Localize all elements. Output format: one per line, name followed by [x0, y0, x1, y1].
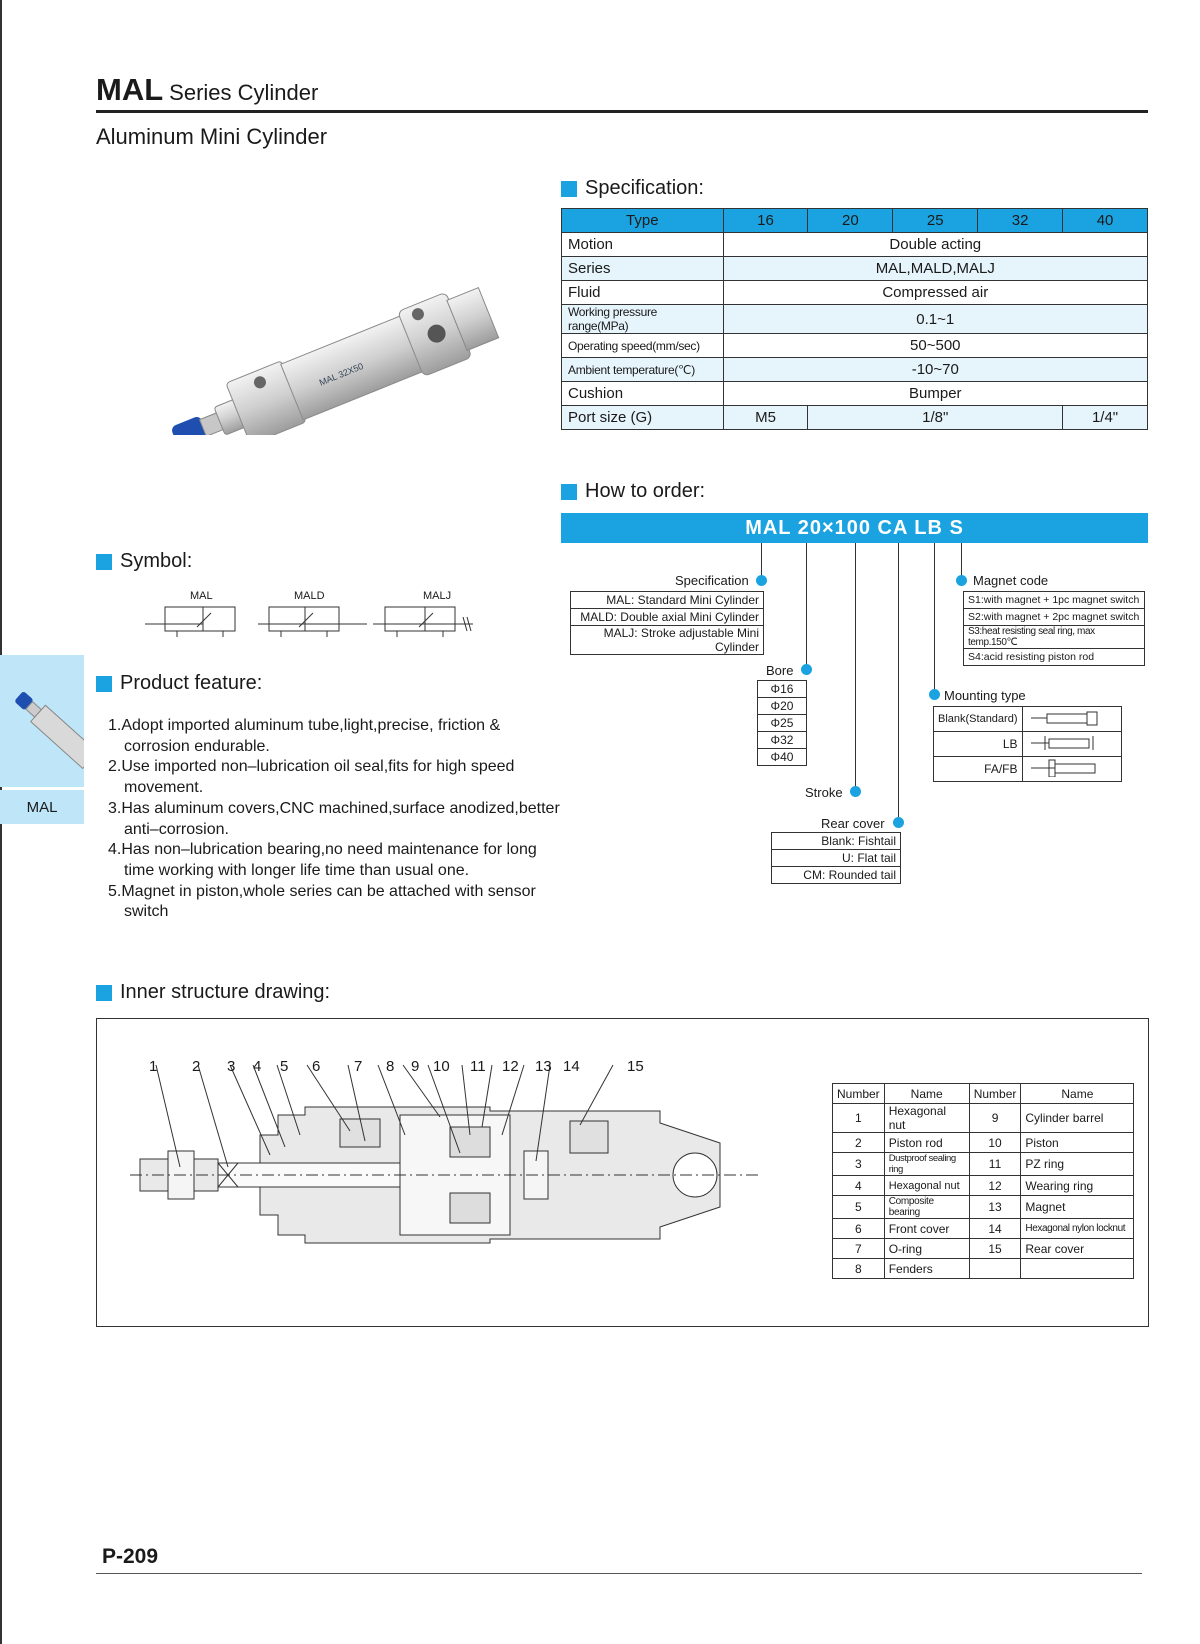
part-number: 5: [833, 1196, 885, 1219]
part-name: Dustproof sealing ring: [884, 1153, 969, 1176]
page-title: MAL Series Cylinder: [96, 72, 319, 107]
callout-number: 1: [149, 1058, 158, 1075]
rear-cover-option: U: Flat tail: [772, 850, 901, 867]
spec-value: -10~70: [723, 358, 1147, 382]
stroke-label: Stroke: [805, 785, 843, 800]
part-number: 13: [969, 1196, 1021, 1219]
bore-option: Φ20: [758, 698, 807, 715]
feature-item: 3.Has aluminum covers,CNC machined,surface anodized,better anti–corrosion.: [108, 799, 560, 838]
spec-value: M5: [723, 406, 808, 430]
bore-header: 16: [723, 209, 808, 233]
symbol-heading: Symbol:: [96, 550, 192, 573]
bore-option: Φ32: [758, 732, 807, 749]
callout-number: 10: [433, 1058, 450, 1075]
part-number: 15: [969, 1239, 1021, 1259]
page-subtitle: Aluminum Mini Cylinder: [96, 124, 328, 149]
spec-value: 1/4": [1063, 406, 1148, 430]
part-number: 12: [969, 1176, 1021, 1196]
section-marker-icon: [96, 554, 112, 570]
rear-dot: [893, 817, 904, 828]
parts-header: Number: [969, 1084, 1021, 1104]
bore-label: Bore: [766, 663, 794, 678]
spec-value: Bumper: [723, 382, 1147, 406]
specification-table: [561, 208, 1148, 430]
spec-value: Double acting: [723, 233, 1147, 257]
rear-connector: [898, 543, 899, 819]
spec-option: MALD: Double axial Mini Cylinder: [571, 609, 764, 626]
magnet-options: [963, 591, 1145, 666]
feature-heading: Product feature:: [96, 672, 262, 695]
mounting-option: LB: [934, 732, 1023, 757]
part-name: O-ring: [884, 1239, 969, 1259]
spec-value: MAL,MALD,MALJ: [723, 257, 1147, 281]
part-name: Piston rod: [884, 1133, 969, 1153]
spec-label: Series: [562, 257, 724, 281]
part-name: Fenders: [884, 1259, 969, 1279]
symbol-label-mal: MAL: [190, 590, 213, 602]
spec-label: Port size (G): [562, 406, 724, 430]
side-tab-image: [0, 655, 84, 787]
mount-dot: [929, 689, 940, 700]
bore-option: Φ16: [758, 681, 807, 698]
callout-number: 13: [535, 1058, 552, 1075]
callout-number: 6: [312, 1058, 321, 1075]
part-number: 4: [833, 1176, 885, 1196]
spec-dot: [756, 575, 767, 586]
part-number: 11: [969, 1153, 1021, 1176]
bore-options: [757, 680, 807, 766]
part-name: Hexagonal nylon locknut: [1021, 1219, 1134, 1239]
specification-heading: Specification:: [561, 177, 704, 200]
bore-dot: [801, 664, 812, 675]
mount-connector: [934, 543, 935, 695]
cylinder-product-image: [130, 255, 500, 435]
section-marker-icon: [561, 181, 577, 197]
cylinder-symbols: [145, 603, 505, 639]
mount-fa-fb-diagram: [1022, 757, 1121, 782]
stroke-dot: [850, 786, 861, 797]
rear-cover-option: CM: Rounded tail: [772, 867, 901, 884]
spec-option: MALJ: Stroke adjustable Mini Cylinder: [571, 626, 764, 655]
spec-options: [570, 591, 764, 655]
callout-number: 4: [253, 1058, 262, 1075]
title-suffix: Series Cylinder: [169, 80, 319, 105]
symbol-label-malj: MALJ: [423, 590, 452, 602]
part-number: 1: [833, 1104, 885, 1133]
part-name: Piston: [1021, 1133, 1134, 1153]
part-name: Hexagonal nut: [884, 1104, 969, 1133]
feature-item: 5.Magnet in piston,whole series can be attached with sensor switch: [108, 882, 536, 921]
callout-number: 2: [192, 1058, 201, 1075]
callout-number: 8: [386, 1058, 395, 1075]
part-number: 6: [833, 1219, 885, 1239]
feature-item: 1.Adopt imported aluminum tube,light,precise, friction & corrosion endurable.: [108, 717, 501, 755]
part-name: Front cover: [884, 1219, 969, 1239]
page-number: P-209: [102, 1545, 159, 1568]
callout-number: 14: [563, 1058, 580, 1075]
order-code-bar: MAL 20×100 CA LB S: [561, 513, 1148, 543]
part-number: 14: [969, 1219, 1021, 1239]
spec-label: Motion: [562, 233, 724, 257]
mounting-option: FA/FB: [934, 757, 1023, 782]
part-name: Composite bearing: [884, 1196, 969, 1219]
part-number: [969, 1259, 1021, 1279]
feature-list: [108, 716, 568, 923]
rear-cover-option: Blank: Fishtail: [772, 833, 901, 850]
magnet-option: S3:heat resisting seal ring, max temp.150℃: [964, 626, 1145, 649]
spec-value: Compressed air: [723, 281, 1147, 305]
footer-divider: [96, 1573, 1142, 1574]
callout-number: 11: [470, 1058, 486, 1075]
stroke-connector: [855, 543, 856, 788]
inner-structure-heading: Inner structure drawing:: [96, 981, 330, 1004]
mounting-option: Blank(Standard): [934, 707, 1023, 732]
callout-number: 5: [280, 1058, 289, 1075]
section-marker-icon: [561, 484, 577, 500]
magnet-option: S1:with magnet + 1pc magnet switch: [964, 592, 1145, 609]
part-number: 10: [969, 1133, 1021, 1153]
part-name: Hexagonal nut: [884, 1176, 969, 1196]
type-header: Type: [562, 209, 724, 233]
part-number: 3: [833, 1153, 885, 1176]
feature-item: 4.Has non–lubrication bearing,no need maintenance for long time working with longer life time than usual one.: [108, 841, 537, 879]
how-to-order-heading: How to order:: [561, 480, 705, 503]
part-name: Cylinder barrel: [1021, 1104, 1134, 1133]
parts-table: [832, 1083, 1134, 1279]
spec-value: 0.1~1: [723, 305, 1147, 334]
part-name: Wearing ring: [1021, 1176, 1134, 1196]
part-name: [1021, 1259, 1134, 1279]
product-model-label: MAL 32X50: [317, 360, 365, 388]
feature-item: 2.Use imported non–lubrication oil seal,fits for high speed movement.: [108, 758, 515, 797]
spec-value: 50~500: [723, 334, 1147, 358]
magnet-option: S2:with magnet + 2pc magnet switch: [964, 609, 1145, 626]
section-marker-icon: [96, 676, 112, 692]
rear-cover-options: [771, 832, 901, 884]
spec-option: MAL: Standard Mini Cylinder: [571, 592, 764, 609]
callout-number: 7: [354, 1058, 363, 1075]
bore-header: 32: [978, 209, 1063, 233]
spec-label: Working pressure range(MPa): [562, 305, 724, 334]
side-tab-cylinder-icon: [0, 655, 84, 787]
cross-section-drawing: [120, 1055, 780, 1285]
callout-number: 12: [502, 1058, 519, 1075]
magnet-dot: [956, 575, 967, 586]
mount-lb-diagram: [1022, 732, 1121, 757]
part-number: 7: [833, 1239, 885, 1259]
bore-header: 20: [808, 209, 893, 233]
part-number: 8: [833, 1259, 885, 1279]
bore-header: 25: [893, 209, 978, 233]
part-name: Rear cover: [1021, 1239, 1134, 1259]
spec-label: Fluid: [562, 281, 724, 305]
magnet-option: S4:acid resisting piston rod: [964, 649, 1145, 666]
parts-header: Name: [1021, 1084, 1134, 1104]
section-marker-icon: [96, 985, 112, 1001]
title-divider: [96, 110, 1148, 113]
rear-cover-label: Rear cover: [821, 816, 885, 831]
magnet-label: Magnet code: [973, 573, 1049, 588]
part-number: 2: [833, 1133, 885, 1153]
part-name: Magnet: [1021, 1196, 1134, 1219]
spec-label: Cushion: [562, 382, 724, 406]
side-tab-label: MAL: [0, 790, 84, 824]
bore-header: 40: [1063, 209, 1148, 233]
mount-standard-diagram: [1022, 707, 1121, 732]
mounting-label: Mounting type: [944, 688, 1026, 703]
mounting-options: [933, 706, 1122, 782]
callout-number: 3: [227, 1058, 236, 1075]
bore-connector: [806, 543, 807, 670]
symbol-label-mald: MALD: [294, 590, 325, 602]
bore-option: Φ40: [758, 749, 807, 766]
parts-header: Number: [833, 1084, 885, 1104]
parts-header: Name: [884, 1084, 969, 1104]
part-name: PZ ring: [1021, 1153, 1134, 1176]
spec-value: 1/8": [808, 406, 1063, 430]
callout-number: 15: [627, 1058, 644, 1075]
part-number: 9: [969, 1104, 1021, 1133]
spec-label: Specification: [675, 573, 749, 588]
callout-number: 9: [411, 1058, 420, 1075]
spec-label: Ambient temperature(℃): [562, 358, 724, 382]
bore-option: Φ25: [758, 715, 807, 732]
spec-label: Operating speed(mm/sec): [562, 334, 724, 358]
